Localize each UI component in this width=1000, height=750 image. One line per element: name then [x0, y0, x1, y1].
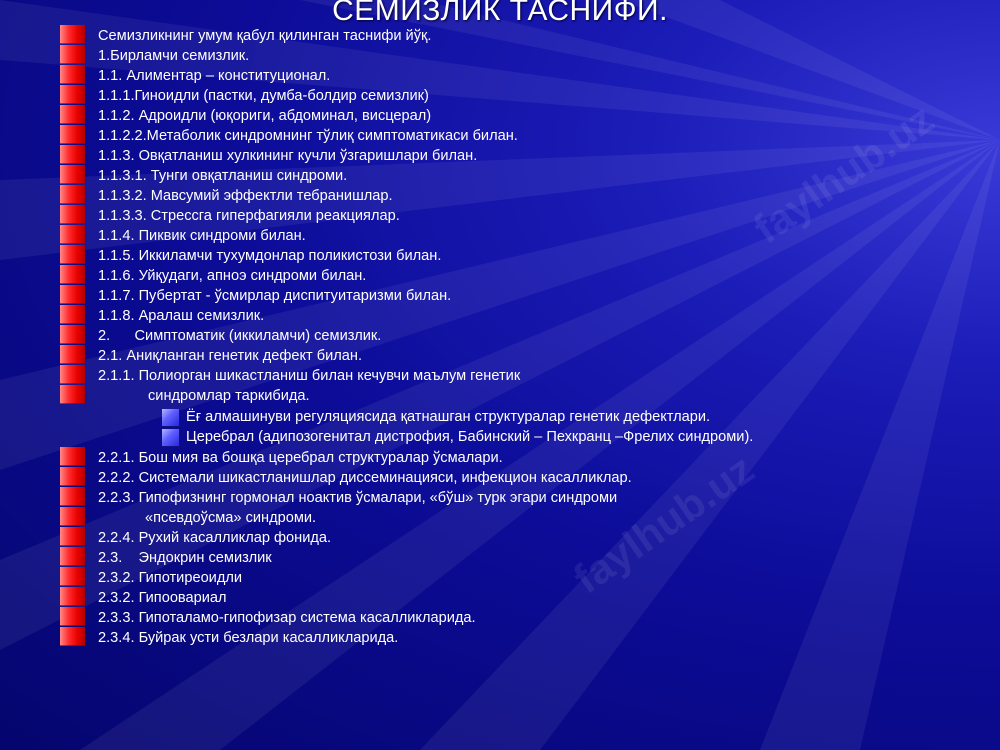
list-item: 1.1.2. Адроидли (юқориги, абдоминал, висцерал): [98, 108, 432, 124]
list-item: 1.1.3.1. Тунги овқатланиш синдроми.: [98, 168, 348, 184]
list-item: 2.3.2. Гипоовариал: [98, 590, 227, 606]
red-bullet: [60, 105, 85, 124]
list-item: 2.2.4. Рухий касалликлар фонида.: [98, 530, 332, 546]
watermark-text: faylhub.uz: [745, 94, 943, 253]
red-bullet: [60, 185, 85, 204]
red-bullet: [60, 225, 85, 244]
red-bullet: [60, 507, 85, 526]
list-item: 1.1.1.Гиноидли (пастки, думба-болдир семизлик): [98, 88, 429, 104]
list-item: 1.1.3.2. Мавсумий эффектли тебранишлар.: [98, 188, 393, 204]
list-item: 2.1.1. Полиорган шикастланиш билан кечувчи маълум генетик: [98, 368, 521, 384]
red-bullet: [60, 45, 85, 64]
list-item: 2.1. Аниқланган генетик дефект билан.: [98, 348, 363, 364]
red-bullet: [60, 85, 85, 104]
blue-sub-bullet: [162, 429, 180, 447]
red-bullet: [60, 125, 85, 144]
sub-list-item: Ёғ алмашинуви регуляциясида қатнашган структуралар генетик дефектлари.: [186, 409, 711, 425]
list-item: 2.3.3. Гипоталамо-гипофизар система касалликларида.: [98, 610, 476, 626]
red-bullet: [60, 467, 85, 486]
red-bullet: [60, 345, 85, 364]
list-item: 1.1.2.2.Метаболик синдромнинг тўлиқ симптоматикаси билан.: [98, 128, 518, 144]
list-item: 1.1.5. Иккиламчи тухумдонлар поликистози билан.: [98, 248, 442, 264]
slide-title: СЕМИЗЛИК ТАСНИФИ.: [332, 0, 668, 27]
red-bullet: [60, 627, 85, 646]
list-item: 2.3. Эндокрин семизлик: [98, 550, 272, 566]
watermark-text: faylhub.uz: [565, 444, 763, 603]
red-bullet: [60, 487, 85, 506]
red-bullet: [60, 25, 85, 44]
sub-list-item: Церебрал (адипозогенитал дистрофия, Бабинский – Пехкранц –Фрелих синдроми).: [186, 429, 754, 445]
red-bullet: [60, 245, 85, 264]
red-bullet: [60, 265, 85, 284]
red-bullet: [60, 145, 85, 164]
red-bullet: [60, 527, 85, 546]
list-item: 1.1.7. Пубертат - ўсмирлар диспитуитаризми билан.: [98, 288, 452, 304]
red-bullet: [60, 205, 85, 224]
red-bullet: [60, 325, 85, 344]
red-bullet: [60, 165, 85, 184]
list-item: 1.1.8. Аралаш семизлик.: [98, 308, 265, 324]
blue-sub-bullet: [162, 409, 180, 427]
red-bullet: [60, 607, 85, 626]
list-item: 2.2.3. Гипофизнинг гормонал ноактив ўсмалари, «бўш» турк эгари синдроми: [98, 490, 618, 506]
list-item: 1.1. Алиментар – конституционал.: [98, 68, 331, 84]
list-item: 2. Симптоматик (иккиламчи) семизлик.: [98, 328, 382, 344]
list-item: 1.1.4. Пиквик синдроми билан.: [98, 228, 306, 244]
red-bullet: [60, 305, 85, 324]
red-bullet: [60, 365, 85, 384]
red-bullet: [60, 587, 85, 606]
list-item: 2.2.2. Системали шикастланишлар диссеминацияси, инфекцион касалликлар.: [98, 470, 632, 486]
red-bullet: [60, 285, 85, 304]
list-item: 1.1.3. Овқатланиш хулкининг кучли ўзгаришлари билан.: [98, 148, 478, 164]
list-item-continuation: синдромлар таркибида.: [148, 388, 310, 404]
red-bullet: [60, 65, 85, 84]
list-item: 2.3.2. Гипотиреоидли: [98, 570, 243, 586]
red-bullet: [60, 547, 85, 566]
list-item: 1.1.3.3. Стрессга гиперфагияли реакциялар.: [98, 208, 400, 224]
red-bullet: [60, 385, 85, 404]
list-item: 2.2.1. Бош мия ва бошқа церебрал структуралар ўсмалари.: [98, 450, 503, 466]
list-item: 1.Бирламчи семизлик.: [98, 48, 250, 64]
red-bullet: [60, 447, 85, 466]
list-item: Семизликнинг умум қабул қилинган таснифи йўқ.: [98, 28, 432, 44]
red-bullet: [60, 567, 85, 586]
list-item: 1.1.6. Уйқудаги, апноэ синдроми билан.: [98, 268, 367, 284]
list-item: 2.3.4. Буйрак усти безлари касалликларида.: [98, 630, 399, 646]
list-item-continuation: «псевдоўсма» синдроми.: [145, 510, 317, 526]
